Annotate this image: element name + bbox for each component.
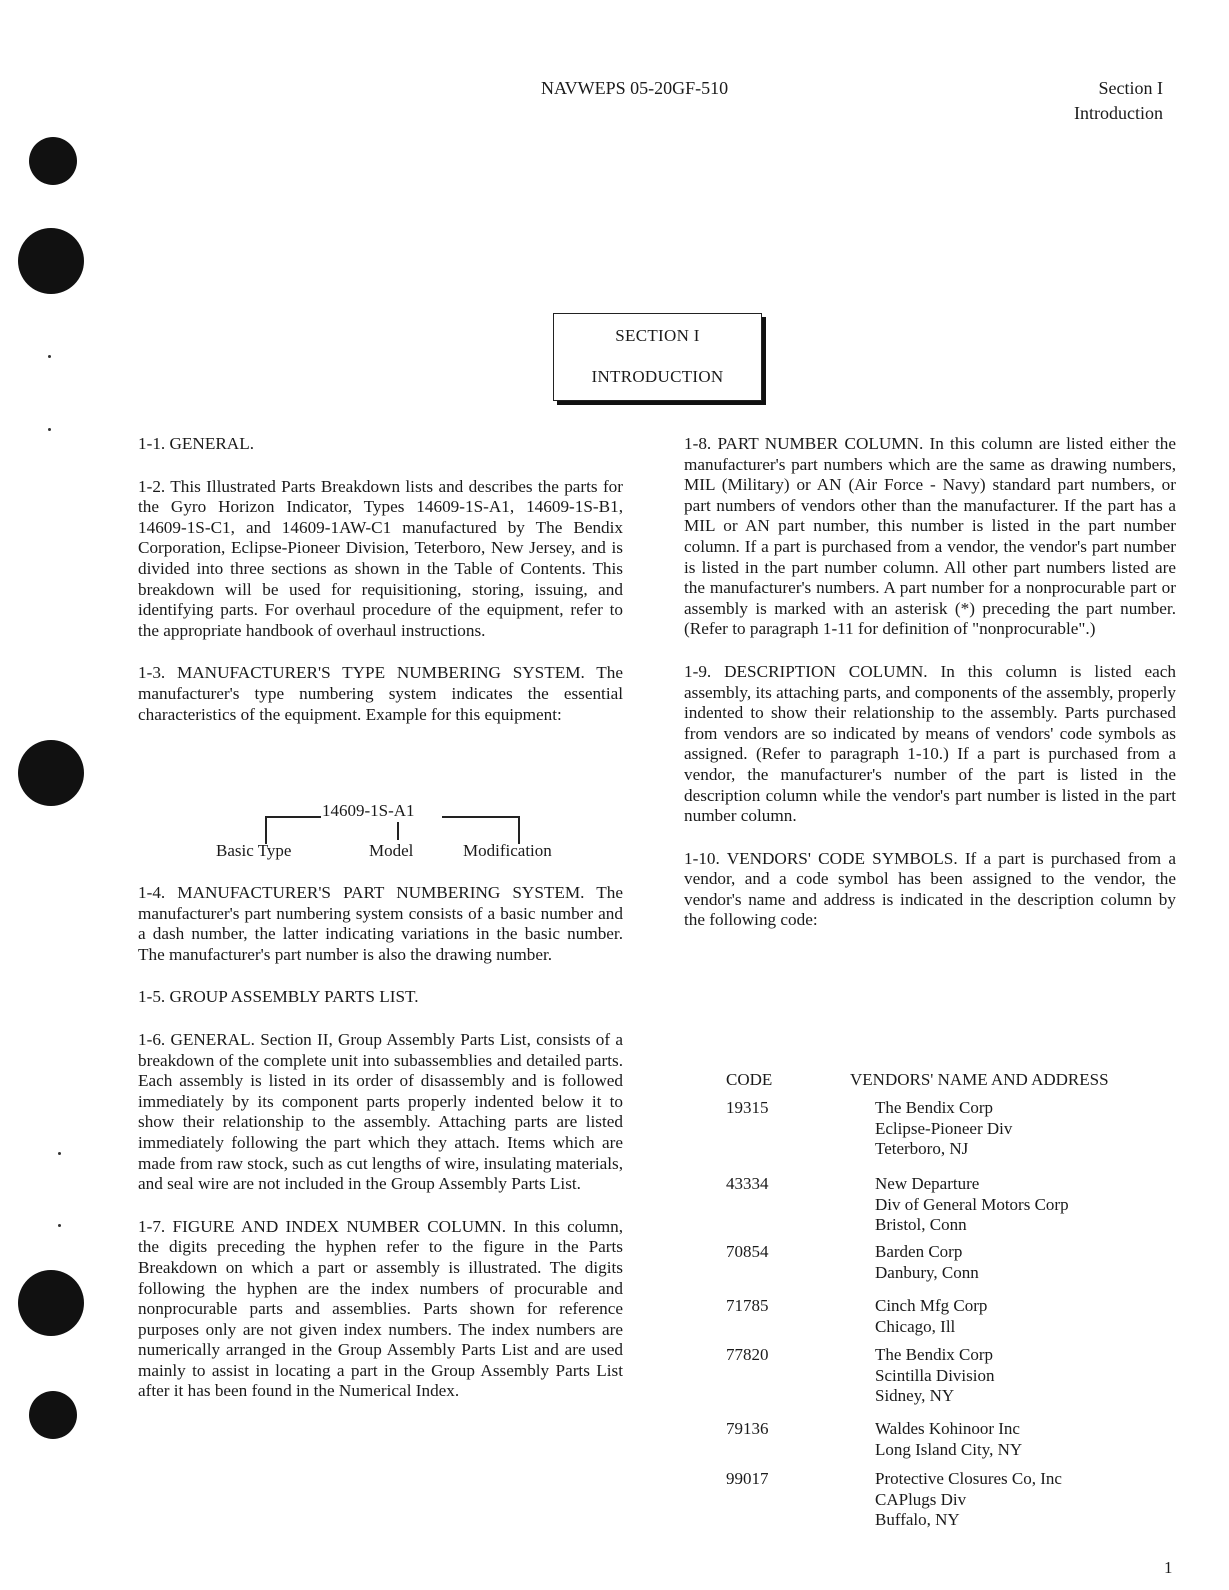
vendor-address: [875, 1296, 1166, 1337]
vendor-row: [726, 1469, 1166, 1535]
vendor-address-line: Teterboro, NJ: [875, 1139, 969, 1159]
vendor-address-line: Sidney, NY: [875, 1386, 955, 1406]
binder-hole: [29, 1391, 77, 1439]
vendor-code: 43334: [726, 1174, 769, 1193]
paragraph-1-2: 1-2. This Illustrated Parts Breakdown lists and describes the parts for the Gyro Horizon Indicator, Types 14609-1S-A1, 14609-1S-B1, 14609-1S-C1, and 14609-1AW-C1 manufactured by The Bendix Corporation, Eclipse-Pioneer Division, Teterboro, New Jersey, and is divided into three sections as shown in the Table of Contents. This breakdown will be used for requisitioning, storing, issuing, and identifying parts. For overhaul procedure of the equipment, refer to the appropriate handbook of overhaul instructions.: [138, 476, 623, 640]
vendor-code: 70854: [726, 1242, 769, 1261]
vendor-address-line: Div of General Motors Corp: [875, 1194, 1069, 1214]
vendor-row: [726, 1345, 1166, 1419]
left-column: [138, 434, 623, 725]
vendor-name: Protective Closures Co, Inc: [875, 1469, 1062, 1488]
vendor-address-line: Chicago, Ill: [875, 1316, 956, 1336]
document-number: NAVWEPS 05-20GF-510: [541, 78, 729, 98]
scan-speck: [58, 1224, 61, 1227]
vendor-name: The Bendix Corp: [875, 1098, 994, 1117]
paragraph-1-9: 1-9. DESCRIPTION COLUMN. In this column is listed each assembly, its attaching parts, and components of the assembly, properly indented to show their relationship to the assembly. Parts purchased from vendors are so indicated by means of vendors' code symbols as assigned. (Refer to paragraph 1-10.) If a part is purchased from a vendor, the manufacturer's number of the part is listed in the description column while the vendor's part number is listed in the part number column.: [684, 661, 1176, 826]
page-number: 1: [1164, 1558, 1173, 1577]
left-column-lower: [138, 883, 623, 1402]
vendor-row: [726, 1419, 1166, 1469]
diagram-line: [265, 816, 267, 844]
paragraph-1-6: 1-6. GENERAL. Section II, Group Assembly Parts List, consists of a breakdown of the complete unit into subassemblies and detailed parts. Each assembly is listed in its order of disassembly and is followed immediately by its component parts properly indented below it to show their relationship to the assembly. Attaching parts are listed immediately following the part which they attach. Items which are made from raw stock, such as cut lengths of wire, insulating materials, and seal wire are not included in the Group Assembly Parts List.: [138, 1029, 623, 1194]
section-heading-line1: SECTION I: [615, 326, 700, 345]
vendor-address: [875, 1345, 1166, 1407]
section-heading-box: [553, 313, 762, 401]
vendors-header-row: [726, 1070, 1166, 1098]
vendor-address: [875, 1419, 1166, 1460]
vendor-address: [875, 1242, 1166, 1283]
diagram-line: [442, 816, 519, 818]
vendor-address-line: Scintilla Division: [875, 1365, 995, 1385]
vendors-header-name: VENDORS' NAME AND ADDRESS: [850, 1070, 1109, 1089]
paragraph-1-8: 1-8. PART NUMBER COLUMN. In this column are listed either the manufacturer's part numbers which are the same as drawing numbers, MIL (Military) or AN (Air Force - Navy) standard part numbers, or part numbers of vendors other than the manufacturer. If the part has a MIL or AN part number, this number is listed in the part number column. If a part is purchased from a vendor, the vendor's part number is listed in the part number column. All other part numbers listed are the manufacturer's numbers. A part number for a nonprocurable part or assembly is marked with an asterisk (*) preceding the part number. (Refer to paragraph 1-11 for definition of "nonprocurable".): [684, 434, 1176, 639]
vendor-code: 77820: [726, 1345, 769, 1364]
binder-hole: [29, 137, 77, 185]
paragraph-1-1: 1-1. GENERAL.: [138, 434, 254, 453]
type-numbering-diagram: [216, 801, 586, 866]
vendor-address-line: Long Island City, NY: [875, 1439, 1023, 1459]
vendors-header-code: CODE: [726, 1070, 773, 1089]
section-title: Introduction: [1074, 103, 1163, 123]
vendor-row: [726, 1242, 1166, 1296]
scan-speck: [48, 355, 51, 358]
binder-hole: [18, 740, 84, 806]
label-basic-type: Basic Type: [216, 841, 292, 860]
paragraph-1-3: 1-3. MANUFACTURER'S TYPE NUMBERING SYSTEM. The manufacturer's type numbering system indicates the essential characteristics of the equipment. Example for this equipment:: [138, 663, 623, 724]
vendor-row: [726, 1174, 1166, 1242]
label-model: Model: [369, 841, 414, 860]
vendor-address: [875, 1174, 1166, 1236]
vendor-address-line: Bristol, Conn: [875, 1215, 967, 1235]
diagram-line: [518, 816, 520, 844]
label-modification: Modification: [463, 841, 552, 860]
vendor-code: 79136: [726, 1419, 769, 1438]
type-example: 14609-1S-A1: [322, 801, 415, 820]
vendor-address-line: Eclipse-Pioneer Div: [875, 1118, 1013, 1138]
vendor-address: [875, 1098, 1166, 1160]
section-label: Section I: [1098, 78, 1163, 98]
vendor-address-line: CAPlugs Div: [875, 1489, 967, 1509]
binder-hole: [18, 1270, 84, 1336]
right-column: [684, 434, 1176, 931]
vendor-code: 71785: [726, 1296, 769, 1315]
vendor-address: [875, 1469, 1166, 1531]
vendor-address-line: Buffalo, NY: [875, 1510, 960, 1530]
vendors-table: [726, 1070, 1166, 1535]
vendor-name: Waldes Kohinoor Inc: [875, 1419, 1020, 1438]
vendor-row: [726, 1098, 1166, 1174]
vendor-code: 19315: [726, 1098, 769, 1117]
vendor-name: Barden Corp: [875, 1242, 963, 1261]
diagram-line: [397, 822, 399, 840]
section-heading-line2: INTRODUCTION: [591, 367, 724, 386]
vendor-name: Cinch Mfg Corp: [875, 1296, 988, 1315]
paragraph-1-10: 1-10. VENDORS' CODE SYMBOLS. If a part is purchased from a vendor, and a code symbol has been assigned to the vendor, the vendor's name and address is indicated in the description column by the following code:: [684, 848, 1176, 930]
scan-speck: [58, 1152, 61, 1155]
paragraph-1-5: 1-5. GROUP ASSEMBLY PARTS LIST.: [138, 987, 419, 1007]
paragraph-1-7: 1-7. FIGURE AND INDEX NUMBER COLUMN. In this column, the digits preceding the hyphen refer to the figure in the Parts Breakdown on which a part or assembly is illustrated. The digits following the hyphen are the index numbers of procurable and nonprocurable parts and assemblies. Parts shown for reference purposes only are not given index numbers. The index numbers are numerically arranged in the Group Assembly Parts List and are used mainly to assist in locating a part in the Group Assembly Parts List after it has been found in the Numerical Index.: [138, 1216, 623, 1401]
scan-speck: [48, 428, 51, 431]
vendor-name: New Departure: [875, 1174, 980, 1193]
vendor-name: The Bendix Corp: [875, 1345, 994, 1364]
vendor-code: 99017: [726, 1469, 769, 1488]
vendor-row: [726, 1296, 1166, 1345]
binder-hole: [18, 228, 84, 294]
diagram-line: [265, 816, 321, 818]
vendor-address-line: Danbury, Conn: [875, 1262, 979, 1282]
paragraph-1-4: 1-4. MANUFACTURER'S PART NUMBERING SYSTEM. The manufacturer's part numbering system consists of a basic number and a dash number, the latter indicating variations in the basic number. The manufacturer's part number is also the drawing number.: [138, 883, 623, 964]
